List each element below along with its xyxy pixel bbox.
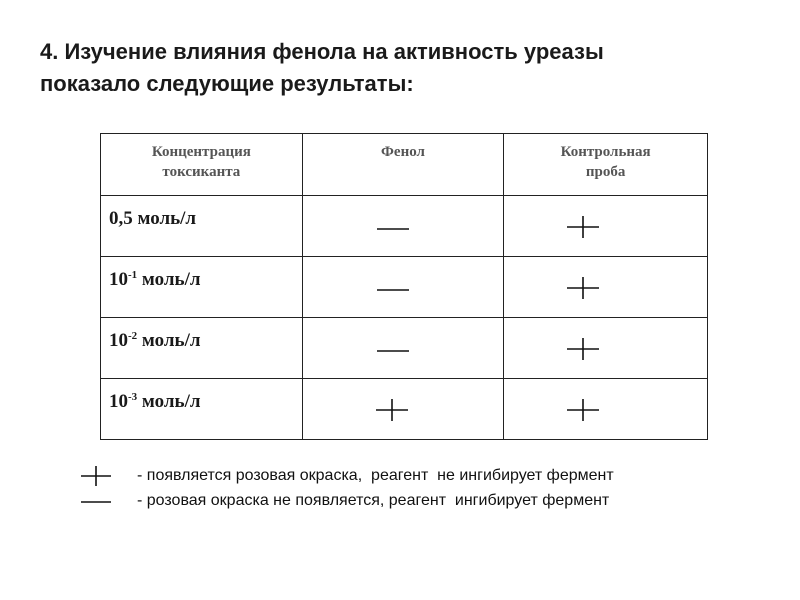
minus-icon — [376, 218, 406, 238]
results-table — [100, 133, 708, 440]
header-control-line-2: проба — [585, 164, 626, 180]
phenol-result-cell — [302, 318, 504, 379]
header-concentration-line-2: токсиканта — [162, 164, 241, 180]
minus-icon — [376, 340, 406, 360]
minus-icon — [80, 491, 112, 511]
concentration-value: $10^{-2}$ моль/л — [109, 330, 201, 351]
header-control — [504, 134, 708, 196]
legend-minus-row — [80, 491, 780, 516]
legend-minus-text: - розовая окраска не появляется, реагент ингибирует фермент — [137, 492, 610, 509]
plus-icon — [375, 399, 405, 419]
plus-icon — [566, 216, 596, 236]
control-result-cell — [504, 318, 708, 379]
concentration-cell — [101, 257, 303, 318]
concentration-cell — [101, 379, 303, 440]
plus-icon — [566, 277, 596, 297]
header-concentration — [101, 134, 303, 196]
title-line-1: 4. Изучение влияния фенола на активность уреазы — [40, 39, 604, 64]
table-row — [101, 196, 708, 257]
phenol-result-cell — [302, 196, 504, 257]
phenol-result-cell — [302, 257, 504, 318]
concentration-cell — [101, 196, 303, 257]
plus-icon — [80, 466, 112, 486]
plus-icon — [566, 399, 596, 419]
concentration-cell — [101, 318, 303, 379]
title-line-2: показало следующие результаты: — [40, 71, 414, 96]
legend-plus-text: - появляется розовая окраска, реагент не ингибирует фермент — [137, 467, 614, 484]
table-row — [101, 318, 708, 379]
header-phenol-label: Фенол — [381, 144, 425, 160]
control-result-cell — [504, 257, 708, 318]
legend — [80, 466, 780, 516]
header-concentration-line-1: Концентрация — [151, 144, 251, 160]
concentration-value: $10^{-1}$ моль/л — [109, 269, 201, 290]
legend-plus-row — [80, 466, 780, 491]
table-row — [101, 379, 708, 440]
minus-icon — [376, 279, 406, 299]
control-result-cell — [504, 379, 708, 440]
concentration-value: $10^{-3}$ моль/л — [109, 391, 201, 412]
control-result-cell — [504, 196, 708, 257]
table-row — [101, 257, 708, 318]
concentration-value: 0,5 моль/л — [109, 208, 197, 229]
header-control-line-1: Контрольная — [560, 144, 651, 160]
slide-title — [40, 36, 760, 100]
table-header-row — [101, 134, 708, 196]
header-phenol — [302, 134, 504, 196]
plus-icon — [566, 338, 596, 358]
phenol-result-cell — [302, 379, 504, 440]
